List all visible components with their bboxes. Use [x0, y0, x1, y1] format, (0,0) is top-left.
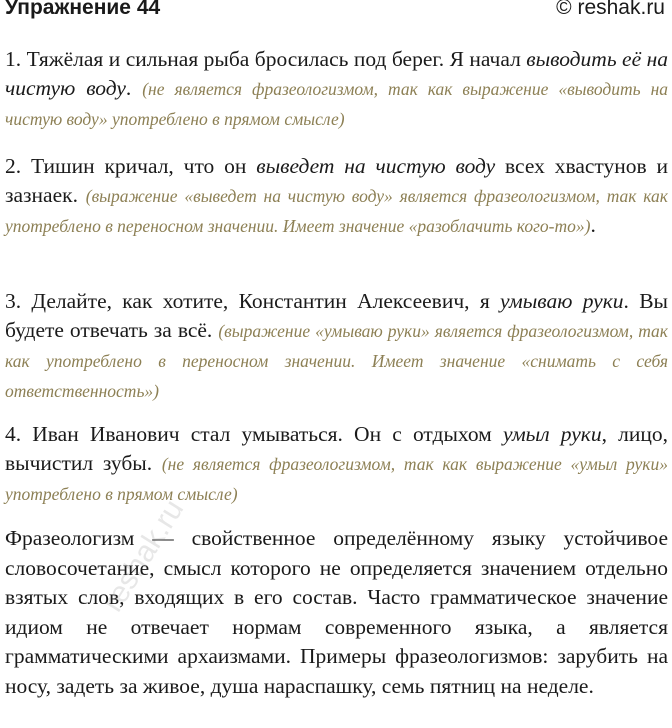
exercise-item-2 [5, 152, 668, 241]
item-phrase: умываю руки [500, 289, 624, 313]
item-text: всех хвастунов и зазнаек. [5, 154, 669, 207]
copyright-label: © reshak.ru [556, 0, 665, 19]
exercise-item-4 [5, 420, 668, 509]
item-text: . [125, 76, 143, 100]
item-note: (не является фразеологизмом, так как выражение «умыл руки» употреблено в прямом смысле) [5, 454, 668, 504]
exercise-title: Упражнение 44 [5, 0, 161, 19]
exercise-item-1 [5, 45, 668, 134]
item-text: . Вы будете отвечать за всё. [5, 289, 668, 342]
exercise-item-3 [5, 287, 668, 406]
item-text: 4. Иван Иванович стал умываться. Он с отдыхом [5, 422, 503, 446]
item-note-after: . [590, 213, 596, 237]
item-phrase: выведет на чистую воду [256, 154, 496, 178]
item-text: 1. Тяжёлая и сильная рыба бросилась под берег. Я начал [5, 47, 527, 71]
item-text: 2. Тишин кричал, что он [5, 154, 257, 178]
item-text: 3. Делайте, как хотите, Константин Алексеевич, я [5, 289, 501, 313]
definition-paragraph: Фразеологизм — свойственное определённому языку устойчивое словосочетание, смысл которого не определяется значением отдельно взятых слов, входящих в его состав. Часто грамматическое значение идиом не отвечает нормам современного языка, а является грамматическими архаизмами. Примеры фразеологизмов: зарубить на носу, задеть за живое, душа нараспашку, семь пятниц на неделе. [5, 526, 668, 698]
page-header [5, 0, 667, 20]
item-note: (не является фразеологизмом, так как выражение «выводить на чистую воду» употреблено в прямом смысле) [5, 79, 669, 129]
item-text: , лицо, вычистил зубы. [5, 422, 668, 475]
watermark: reshak.ru [96, 493, 191, 618]
item-note: (выражение «выведет на чистую воду» является фразеологизмом, так как употреблено в переносном значении. Имеет значение «разоблачить кого-то») [5, 186, 668, 236]
item-phrase: умыл руки [502, 422, 602, 446]
item-note: (выражение «умываю руки» является фразеологизмом, так как употреблено в переносном значении. Имеет значение «снимать с себя ответственность») [5, 321, 668, 401]
item-phrase: выводить её на чистую воду [5, 47, 668, 100]
